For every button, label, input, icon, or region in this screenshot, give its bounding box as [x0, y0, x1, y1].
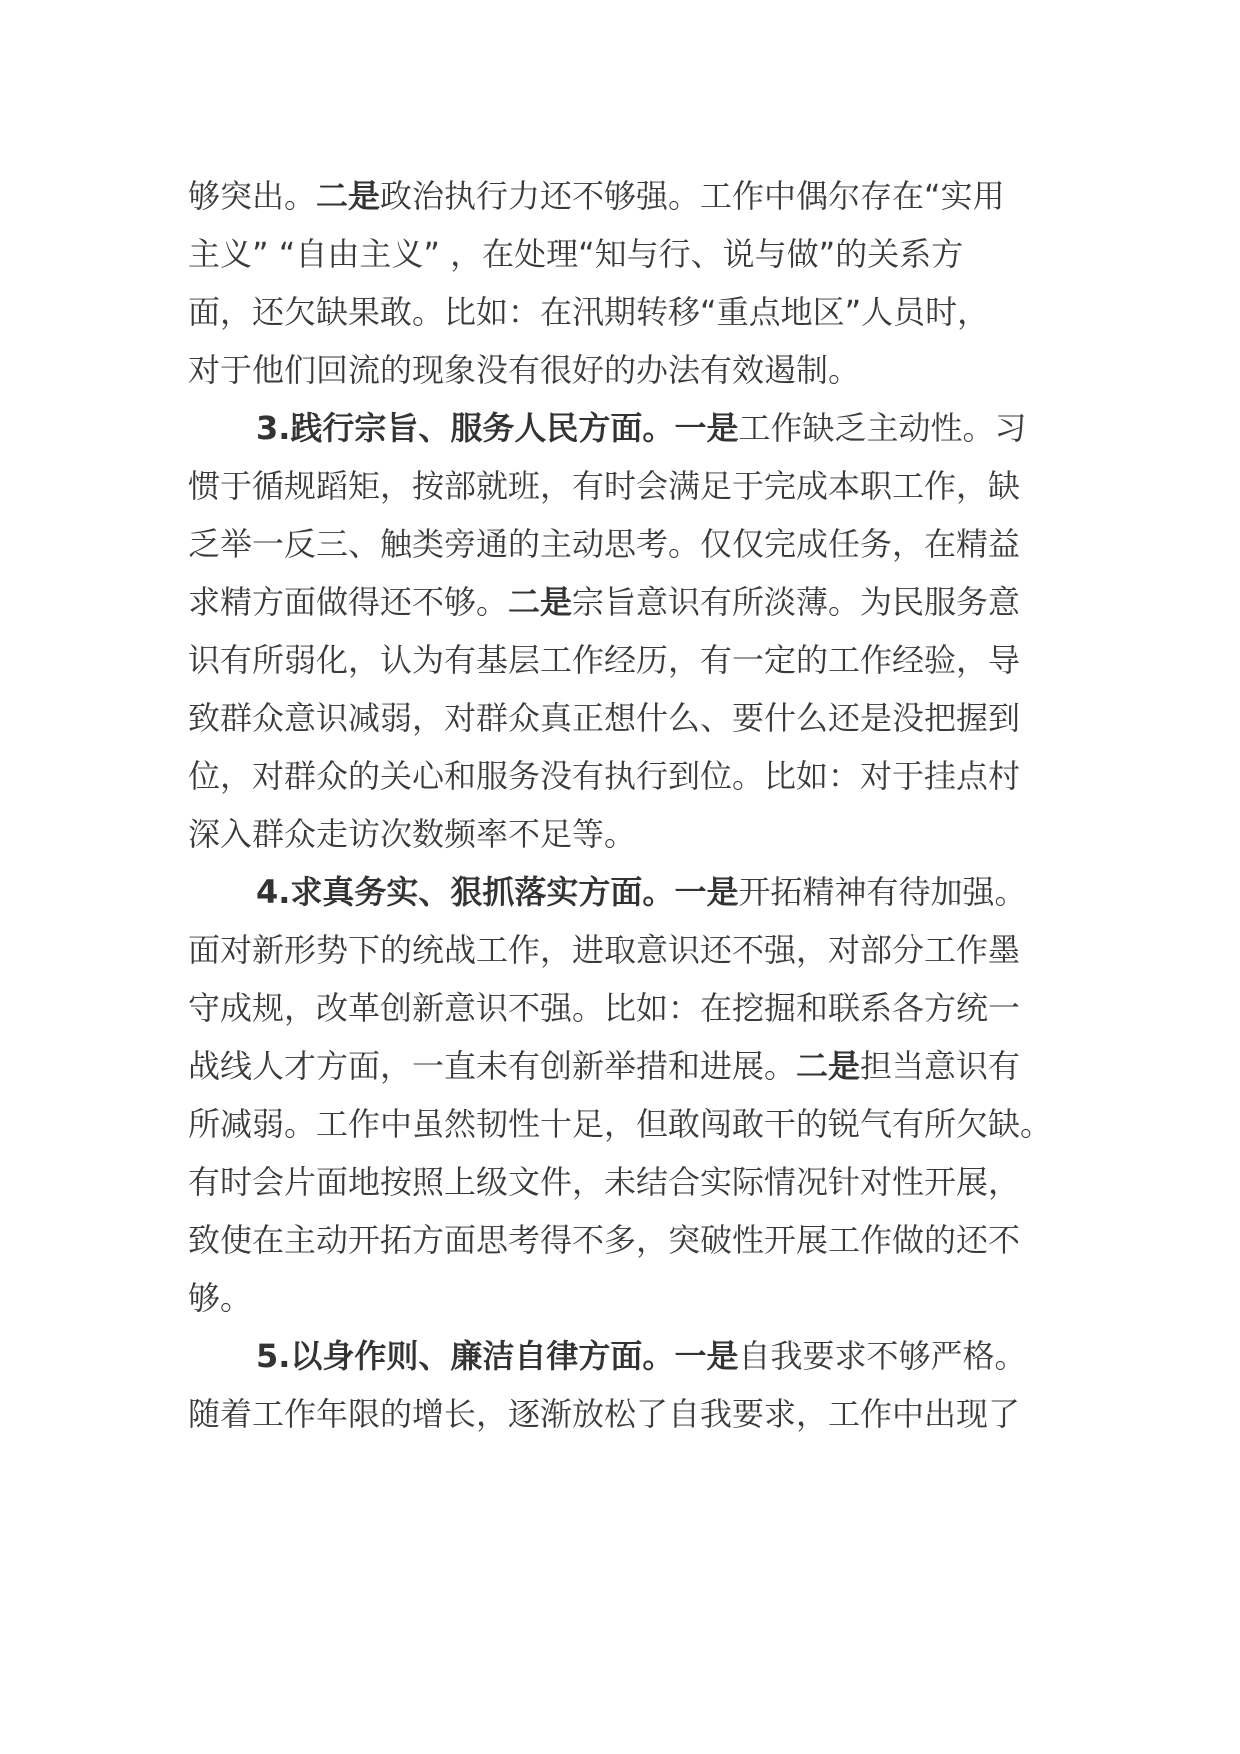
- section-heading: 3.践行宗旨、服务人民方面。: [256, 409, 675, 447]
- text-line: [188, 222, 963, 287]
- text-run: 深入群众走访次数频率不足等。: [188, 815, 637, 853]
- text-line: [188, 1208, 1020, 1273]
- text-run: 对于他们回流的现象没有很好的办法有效遏制。: [188, 351, 861, 389]
- bold-run: 二是: [316, 177, 381, 215]
- text-line: [188, 802, 636, 867]
- text-line: [188, 628, 1020, 693]
- text-line: [188, 454, 1020, 519]
- text-run: 开拓精神有待加强。: [738, 873, 1027, 911]
- bold-run: 一是: [674, 409, 739, 447]
- text-line: [188, 1092, 1052, 1157]
- bold-run: 二是: [508, 583, 573, 621]
- section-heading-line: [256, 860, 1026, 925]
- text-run: 担当意识有: [860, 1047, 1021, 1085]
- text-line: [188, 1150, 1020, 1215]
- text-run: 致使在主动开拓方面思考得不多，突破性开展工作做的还不: [188, 1221, 1021, 1259]
- text-run: 够突出。: [188, 177, 317, 215]
- text-run: 面，还欠缺果敢。比如：在汛期转移“重点地区”人员时，: [188, 293, 990, 331]
- text-run: 所减弱。工作中虽然韧性十足，但敢闯敢干的锐气有所欠缺。: [188, 1105, 1053, 1143]
- text-line: [188, 976, 1020, 1041]
- bold-run: 一是: [674, 1337, 739, 1375]
- text-line: [188, 1266, 252, 1331]
- text-line: [188, 338, 860, 403]
- text-run: 够。: [188, 1279, 253, 1317]
- text-line: [188, 280, 989, 345]
- text-run: 战线人才方面，一直未有创新举措和进展。: [188, 1047, 797, 1085]
- section-heading: 5.以身作则、廉洁自律方面。: [256, 1337, 675, 1375]
- text-run: 政治执行力还不够强。工作中偶尔存在“实用: [380, 177, 1005, 215]
- section-heading-line: [256, 1324, 1026, 1389]
- bold-run: 二是: [796, 1047, 861, 1085]
- text-run: 宗旨意识有所淡薄。为民服务意: [572, 583, 1021, 621]
- text-run: 识有所弱化，认为有基层工作经历，有一定的工作经验，导: [188, 641, 1021, 679]
- bold-run: 一是: [674, 873, 739, 911]
- text-run: 面对新形势下的统战工作，进取意识还不强，对部分工作墨: [188, 931, 1021, 969]
- text-line: [188, 512, 1020, 577]
- text-run: 守成规，改革创新意识不强。比如：在挖掘和联系各方统一: [188, 989, 1021, 1027]
- text-line: [188, 686, 1020, 751]
- text-line: [188, 1382, 1020, 1447]
- text-run: 工作缺乏主动性。习: [738, 409, 1027, 447]
- section-heading: 4.求真务实、狠抓落实方面。: [256, 873, 675, 911]
- text-line: [188, 918, 1020, 983]
- text-run: 乏举一反三、触类旁通的主动思考。仅仅完成任务，在精益: [188, 525, 1021, 563]
- text-line: [188, 1034, 1020, 1099]
- text-run: 惯于循规蹈矩，按部就班，有时会满足于完成本职工作，缺: [188, 467, 1021, 505]
- text-run: 有时会片面地按照上级文件，未结合实际情况针对性开展，: [188, 1163, 1021, 1201]
- section-heading-line: [256, 396, 1026, 461]
- text-run: 自我要求不够严格。: [738, 1337, 1027, 1375]
- text-line: [188, 570, 1020, 635]
- text-line: [188, 744, 1020, 809]
- text-run: 主义” “自由主义” ，在处理“知与行、说与做”的关系方: [188, 235, 964, 273]
- text-run: 致群众意识减弱，对群众真正想什么、要什么还是没把握到: [188, 699, 1021, 737]
- text-run: 求精方面做得还不够。: [188, 583, 509, 621]
- text-line: [188, 164, 1005, 229]
- text-run: 随着工作年限的增长，逐渐放松了自我要求，工作中出现了: [188, 1395, 1021, 1433]
- text-run: 位，对群众的关心和服务没有执行到位。比如：对于挂点村: [188, 757, 1021, 795]
